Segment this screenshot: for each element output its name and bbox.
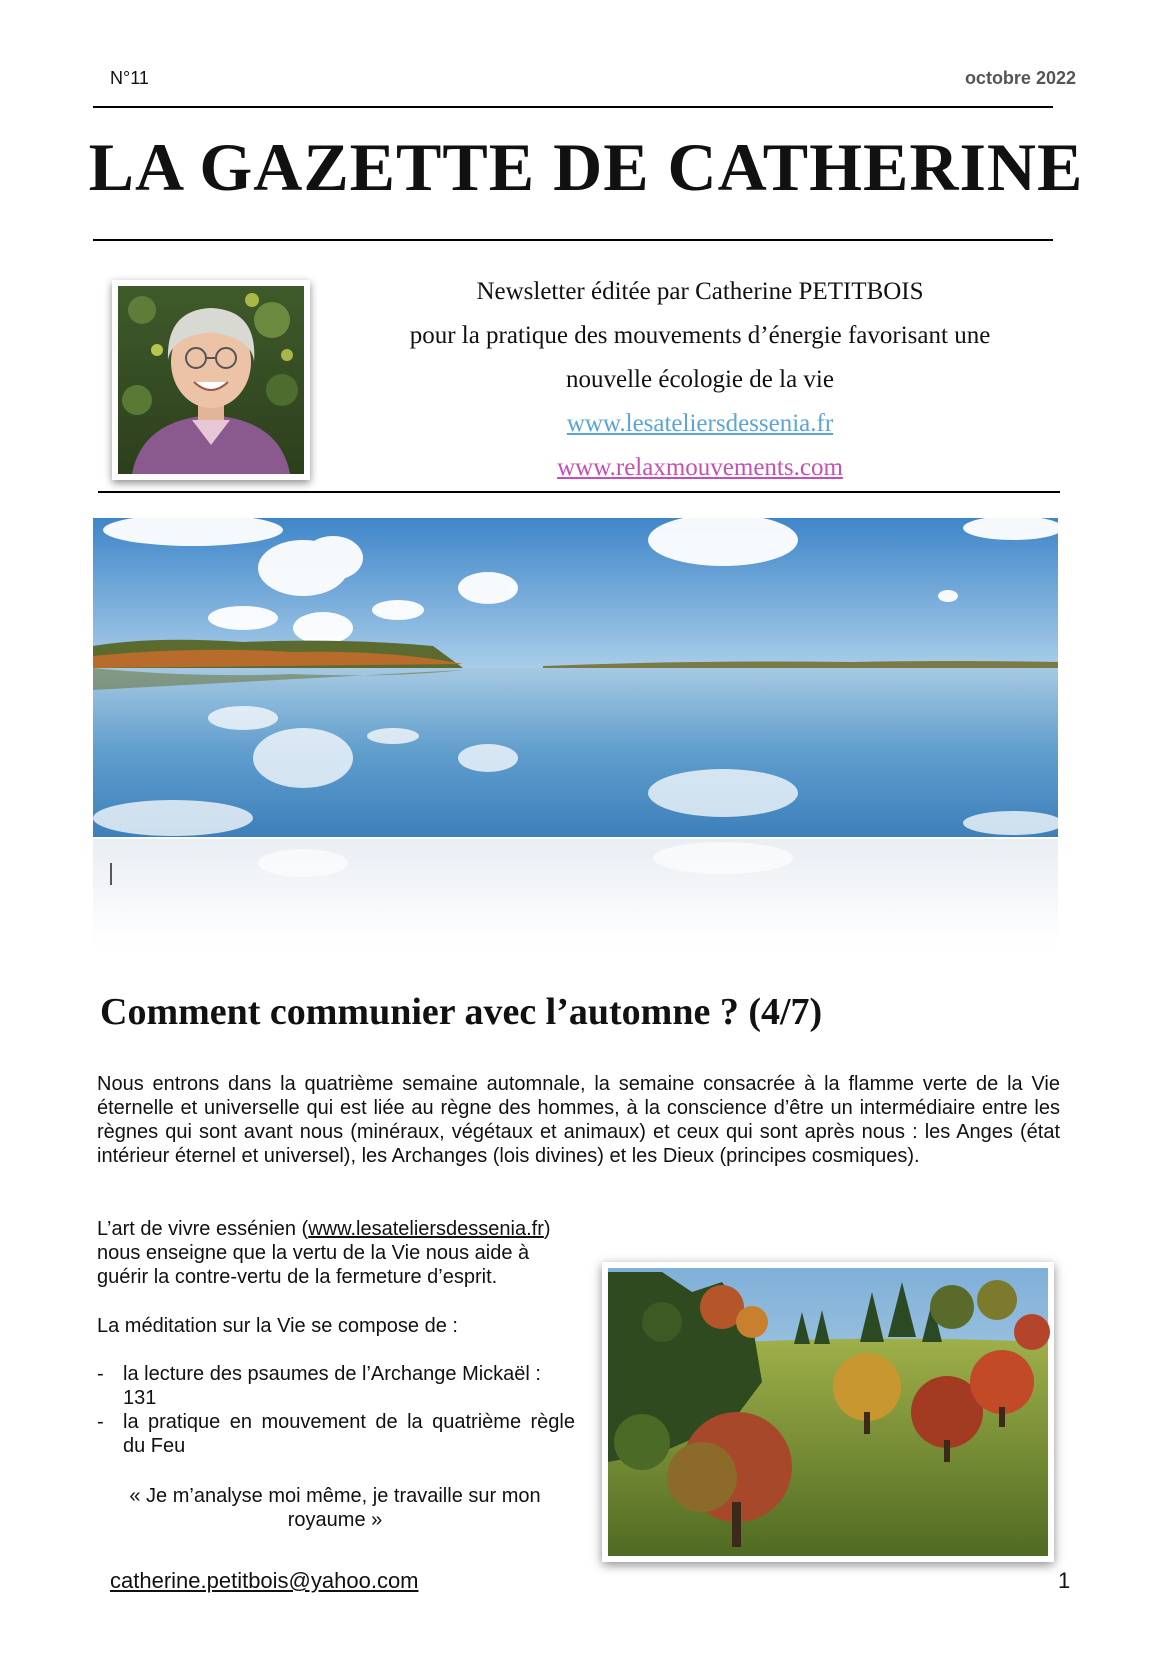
intro-block: [360, 270, 1040, 490]
list-item-text: la lecture des psaumes de l’Archange Mickaël : 131: [123, 1363, 541, 1409]
issue-date: octobre 2022: [964, 68, 1076, 88]
article-paragraph: Nous entrons dans la quatrième semaine automnale, la semaine consacrée à la flamme verte de la Vie éternelle et universelle qui est liée au règne des hommes, à la conscience d’être un intermédiaire entre les règnes qui sont avant nous (minéraux, végétaux et animaux) et ceux qui sont après nous : les Anges (état intérieur éternel et universel), les Archanges (lois divines) et les Dieux (principes cosmiques).: [97, 1073, 1060, 1167]
top-rule: [93, 106, 1053, 108]
article-heading: Comment communier avec l’automne ? (4/7): [100, 991, 823, 1033]
list-item-text: la pratique en mouvement de la quatrième règle du Feu: [123, 1411, 575, 1457]
list-item: [97, 1362, 575, 1410]
art-rest: nous enseigne que la vertu de la Vie nous aide à guérir la contre-vertu de la fermeture d’esprit.: [97, 1242, 530, 1288]
art-link[interactable]: www.lesateliersdessenia.fr: [308, 1218, 544, 1240]
title-rule: [93, 239, 1053, 241]
issue-number: N°11: [110, 68, 149, 88]
intro-line-1: Newsletter éditée par Catherine PETITBOIS: [476, 278, 924, 305]
portrait-image: [112, 280, 310, 480]
intro-rule: [98, 491, 1060, 493]
list-item: [97, 1410, 575, 1458]
bullet-dash: -: [97, 1411, 104, 1433]
meditation-intro: La méditation sur la Vie se compose de :: [97, 1315, 458, 1337]
intro-line-3: nouvelle écologie de la vie: [566, 366, 834, 393]
contact-email-link[interactable]: catherine.petitbois@yahoo.com: [110, 1568, 419, 1593]
intro-line-2: pour la pratique des mouvements d’énergie favorisant une: [409, 322, 991, 349]
autumn-landscape-image: [602, 1262, 1054, 1562]
newsletter-title: LA GAZETTE DE CATHERINE: [88, 129, 1084, 205]
art-prefix: L’art de vivre essénien (: [97, 1218, 309, 1240]
portrait-photo: [112, 280, 310, 480]
autumn-landscape-photo: [602, 1262, 1054, 1562]
quote: « Je m’analyse moi même, je travaille sur mon royaume »: [129, 1485, 541, 1531]
art-suffix: ): [543, 1218, 551, 1240]
website-link-relaxmouvements[interactable]: www.relaxmouvements.com: [557, 454, 843, 481]
art-de-vivre-block: [97, 1217, 577, 1289]
website-link-lesateliersdessenia[interactable]: www.lesateliersdessenia.fr: [566, 410, 834, 437]
meditation-list: [97, 1362, 575, 1458]
bullet-dash: -: [97, 1363, 104, 1385]
lake-panorama-image: [93, 518, 1058, 948]
art-de-vivre-text: [97, 1217, 577, 1289]
page-number: 1: [1058, 1568, 1071, 1593]
